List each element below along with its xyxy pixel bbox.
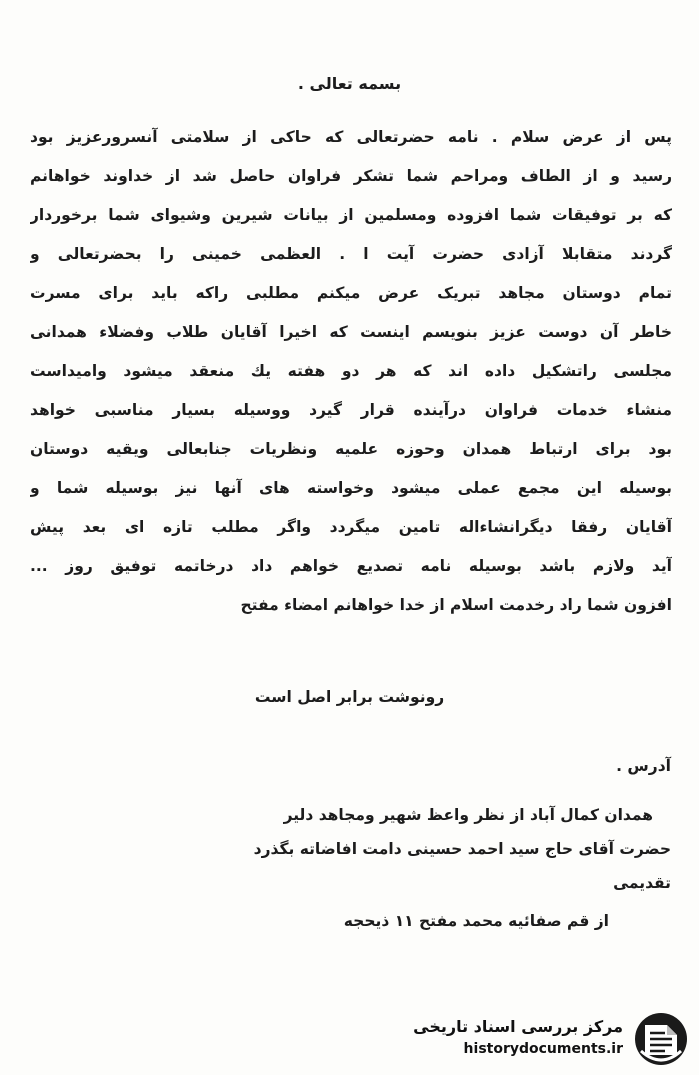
watermark-title: مرکز بررسی اسناد تاریخی	[413, 1017, 623, 1036]
letter-line: رسید و از الطاف ومراحم شما تشکر فراوان حاصل شد از خداوند خواهانم	[30, 167, 672, 185]
certification-note: رونوشت برابر اصل است	[254, 688, 445, 706]
letter-line: منشاء خدمات فراوان درآینده قرار گیرد ووسیله بسیار مناسبی خواهد	[30, 401, 672, 419]
letter-body	[30, 118, 672, 625]
letter-line: بوسیله این مجمع عملی میشود وخواسته های آنها نیز بوسیله شما و	[30, 479, 672, 497]
watermark	[399, 1011, 689, 1067]
letter-line: خاطر آن دوست عزیز بنویسم اینست که اخیرا آقایان طلاب وفضلاء همدانی	[30, 323, 672, 341]
history-documents-logo-icon	[633, 1011, 689, 1067]
letter-line: بود برای ارتباط همدان وحوزه علمیه ونظریات جنابعالی ویقیه دوستان	[30, 440, 672, 458]
address-line: تقدیمی	[613, 874, 671, 892]
letter-line: که بر توفیقات شما افزوده ومسلمین از بیانات شیرین وشیوای شما برخوردار	[30, 206, 672, 224]
letter-line: مجلسی راتشکیل داده اند که هر دو هفته یك منعقد میشود وامیداست	[30, 362, 672, 380]
sender-line: از قم صفائیه محمد مفتح ۱۱ ذیحجه	[343, 912, 609, 930]
letter-line: تمام دوستان مجاهد تبریک عرض میکنم مطلبی راکه باید برای مسرت	[30, 284, 672, 302]
letter-line: افزون شما راد رخدمت اسلام از خدا خواهانم امضاء مفتح	[240, 596, 672, 614]
letter-line: آقایان رفقا دیگرانشاءاله تامین میگردد واگر مطلب تازه ای بعد پیش	[30, 518, 672, 536]
letter-line: پس از عرض سلام . نامه حضرتعالی که حاکی از سلامتی آنسرورعزیز بود	[30, 128, 672, 146]
letter-line: گردند متقابلا آزادی حضرت آیت ا . العظمی خمینی را بحضرتعالی و	[30, 245, 672, 263]
document-heading: بسمه تعالی .	[297, 74, 402, 93]
watermark-url: historydocuments.ir	[463, 1041, 623, 1057]
letter-line: آید ولازم باشد بوسیله نامه تصدیع خواهم داد درخاتمه توفیق روز ...	[30, 557, 672, 575]
address-line: همدان کمال آباد از نظر واعظ شهیر ومجاهد دلیر	[283, 806, 653, 824]
address-label: آدرس .	[616, 757, 671, 775]
address-block	[51, 798, 671, 900]
address-line: حضرت آقای حاج سید احمد حسینی دامت افاضاته بگذرد	[253, 840, 671, 858]
